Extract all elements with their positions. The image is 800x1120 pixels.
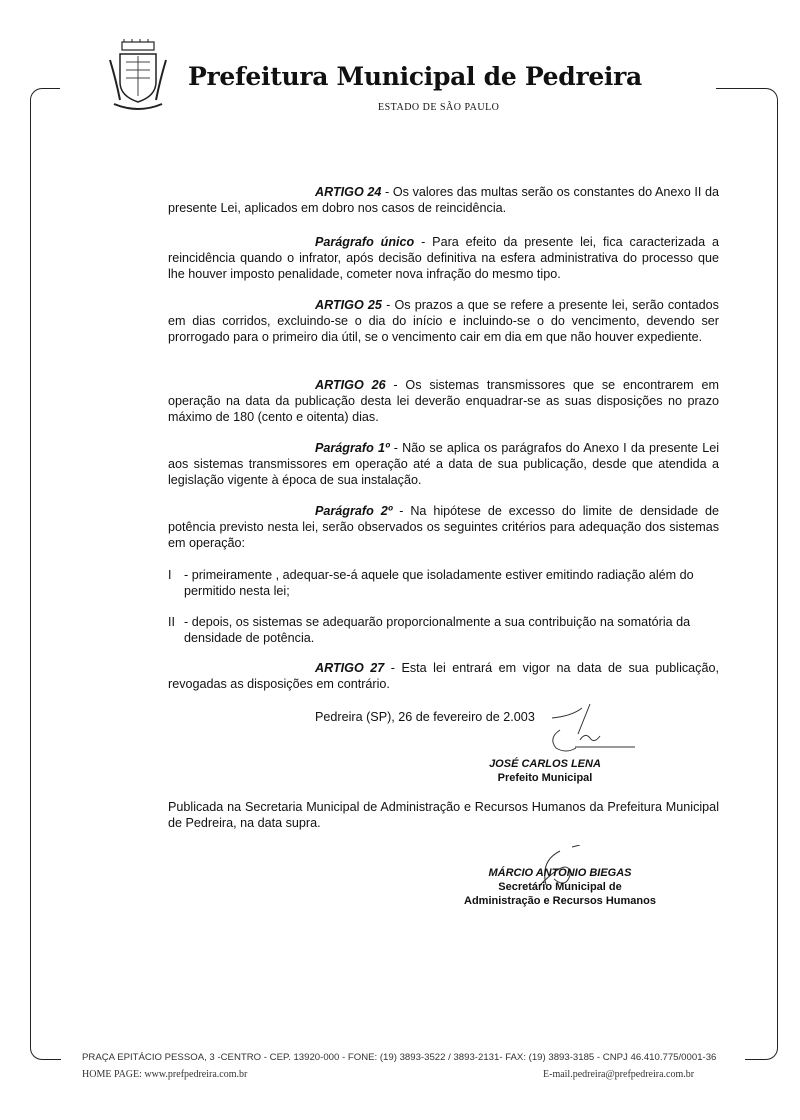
signer-1 — [470, 757, 620, 785]
signer-name: JOSÉ CARLOS LENA — [489, 758, 601, 770]
list-item — [168, 567, 719, 599]
article-text: - Os prazos a que se refere a presente lei, serão contados em dias corridos, excluindo-se o dia do início e incluindo-se o do vencimento, devendo ser prorrogado para o primeiro dia útil, se o vencimento cair em dia em que não houver expediente. — [168, 298, 719, 344]
paragrafo-2 — [168, 503, 719, 551]
article-27 — [168, 660, 719, 692]
article-label: ARTIGO 25 — [315, 298, 382, 312]
signer-2 — [440, 866, 680, 908]
signer-role: Prefeito Municipal — [497, 772, 593, 784]
date-line: Pedreira (SP), 26 de fevereiro de 2.003 — [315, 710, 535, 724]
header-title: Prefeitura Municipal de Pedreira — [188, 62, 642, 91]
item-text: - primeiramente , adequar-se-á aquele que isoladamente estiver emitindo radiação além do permitido nesta lei; — [184, 568, 694, 598]
signer-department: Administração e Recursos Humanos — [464, 895, 656, 907]
page-frame-right — [745, 88, 778, 1060]
article-text: - Os sistemas transmissores que se encontrarem em operação na data da publicação desta lei deverão enquadrar-se as suas disposições no prazo máximo de 180 (cento e oitenta) dias. — [168, 378, 719, 424]
article-label: Parágrafo único — [315, 235, 415, 249]
signature-mayor — [530, 700, 640, 760]
article-24 — [168, 184, 719, 216]
article-label: Parágrafo 1º — [315, 441, 390, 455]
paragrafo-unico — [168, 234, 719, 282]
article-label: ARTIGO 26 — [315, 378, 386, 392]
article-26 — [168, 377, 719, 425]
article-label: ARTIGO 27 — [315, 661, 385, 675]
footer-address: PRAÇA EPITÁCIO PESSOA, 3 -CENTRO - CEP. 13920-000 - FONE: (19) 3893-3522 / 3893-2131- FAX: (19) 3893-3185 - CNPJ 46.410.775/0001-36 — [82, 1052, 717, 1063]
publication-note: Publicada na Secretaria Municipal de Administração e Recursos Humanos da Prefeitura Municipal de Pedreira, na data supra. — [168, 800, 719, 830]
item-text: - depois, os sistemas se adequarão proporcionalmente a sua contribuição na somatória da densidade de potência. — [184, 615, 691, 645]
page-frame-left — [30, 88, 61, 1060]
item-number: I — [168, 568, 172, 582]
paragrafo-1 — [168, 440, 719, 488]
article-text: - Não se aplica os parágrafos do Anexo I da presente Lei aos sistemas transmissores em operação até a data de sua publicação, desde que atendida a legislação vigente à época de sua instalação. — [168, 441, 719, 487]
list-item — [168, 614, 719, 646]
article-label: Parágrafo 2º — [315, 504, 393, 518]
crest-logo — [108, 38, 168, 116]
article-text: - Na hipótese de excesso do limite de densidade de potência previsto nesta lei, serão observados os seguintes critérios para adequação dos sistemas em operação: — [168, 504, 719, 550]
article-25 — [168, 297, 719, 345]
article-text: - Os valores das multas serão os constantes do Anexo II da presente Lei, aplicados em dobro nos casos de reincidência. — [168, 185, 719, 215]
item-number: II — [168, 615, 175, 629]
header-subtitle: ESTADO DE SÃO PAULO — [378, 102, 500, 113]
signer-role: Secretário Municipal de — [498, 881, 622, 893]
article-text: - Para efeito da presente lei, fica caracterizada a reincidência quando o infrator, após decisão definitiva na esfera administrativa do processo que lhe houver imposto penalidade, cometer nova infração do mesmo tipo. — [168, 235, 719, 281]
footer-email: E-mail.pedreira@prefpedreira.com.br — [543, 1069, 695, 1080]
article-label: ARTIGO 24 — [315, 185, 382, 199]
coat-of-arms-icon — [108, 38, 168, 116]
footer-homepage: HOME PAGE: www.prefpedreira.com.br — [82, 1069, 248, 1080]
article-text: - Esta lei entrará em vigor na data de sua publicação, revogadas as disposições em contrário. — [168, 661, 719, 691]
signer-name: MÁRCIO ANTONIO BIEGAS — [488, 867, 632, 879]
